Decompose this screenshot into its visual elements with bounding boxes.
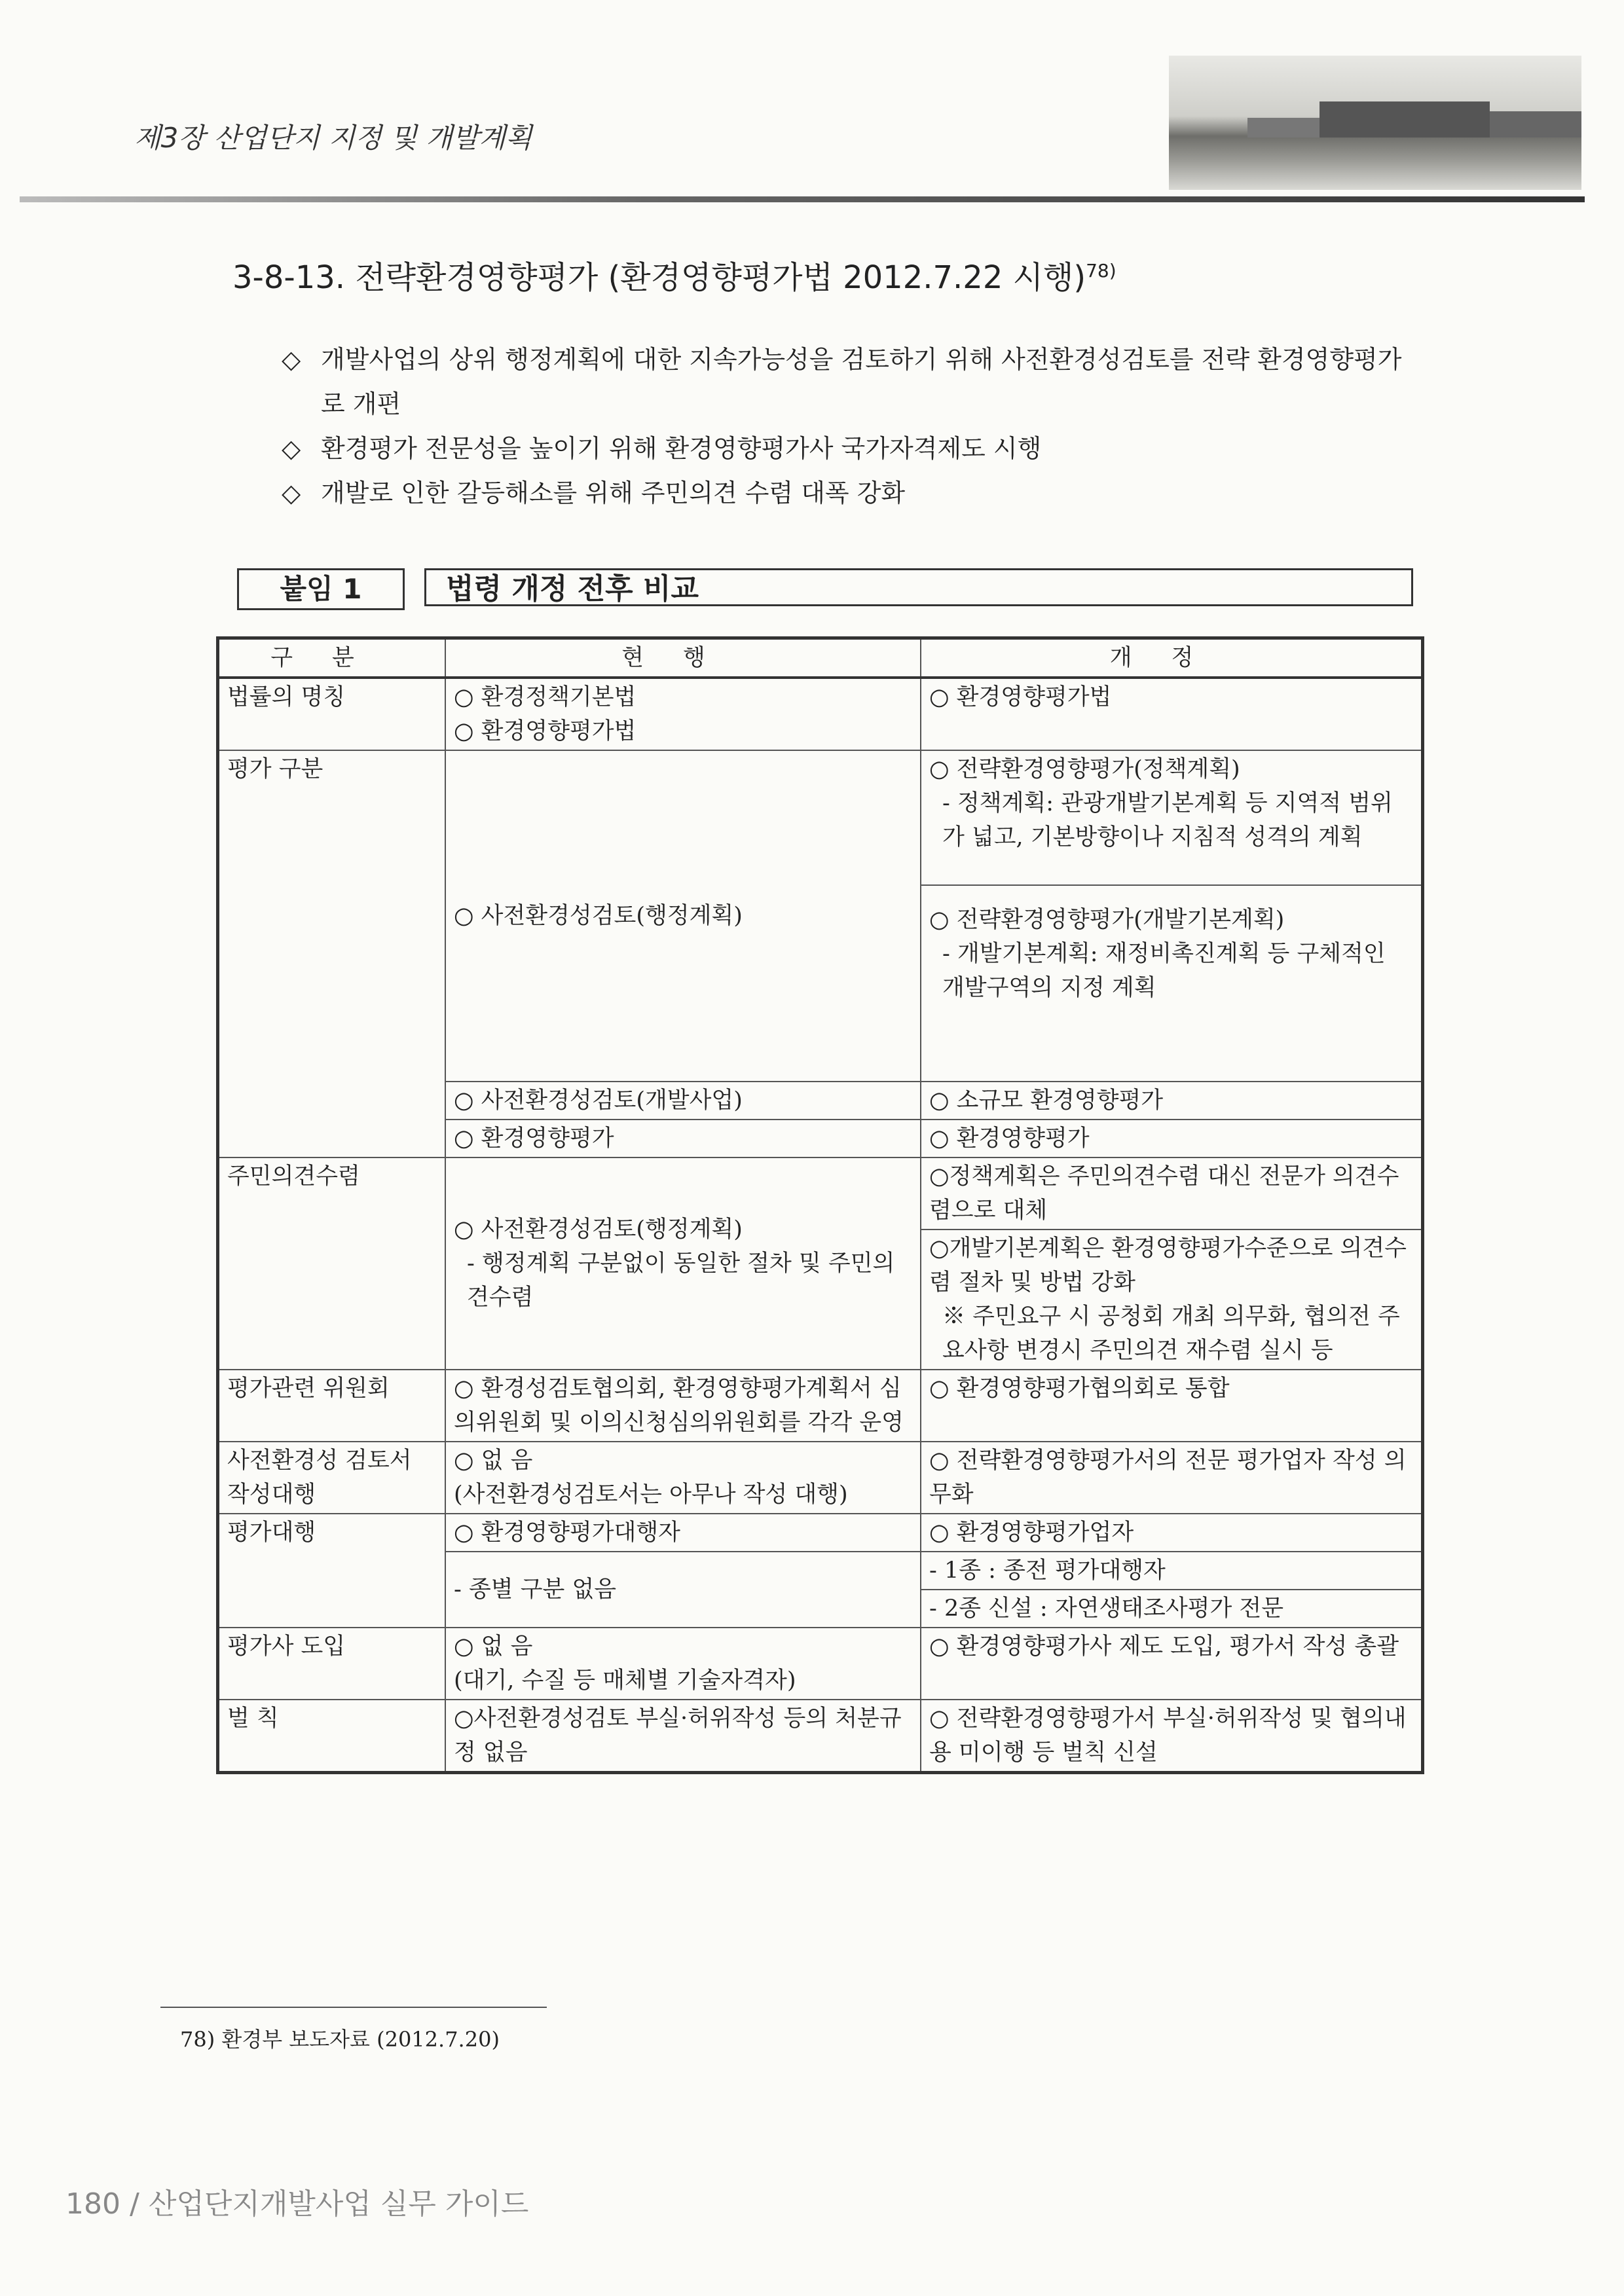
diamond-icon: ◇ (282, 345, 301, 374)
row-category: 법률의 명칭 (218, 678, 446, 750)
row-category: 평가사 도입 (218, 1628, 446, 1700)
chapter-title: 제3장 산업단지 지정 및 개발계획 (134, 122, 532, 154)
header-rule (20, 196, 1585, 202)
current-cell: ○ 환경정책기본법 ○ 환경영향평가법 (445, 678, 921, 750)
current-cell: ○ 없 음 (대기, 수질 등 매체별 기술자격자) (445, 1628, 921, 1700)
current-cell: ○ 환경영향평가대행자 (445, 1514, 921, 1552)
revised-cell: ○ 전략환경영향평가서의 전문 평가업자 작성 의무화 (921, 1442, 1423, 1514)
table-header-row (218, 638, 1423, 678)
row-category: 벌 칙 (218, 1700, 446, 1773)
revised-cell: ○ 환경영향평가업자 (921, 1514, 1423, 1552)
current-cell: ○ 사전환경성검토(개발사업) (445, 1082, 921, 1120)
revised-cell: ○ 환경영향평가사 제도 도입, 평가서 작성 총괄 (921, 1628, 1423, 1700)
revised-cell: ○ 환경영향평가협의회로 통합 (921, 1370, 1423, 1442)
current-cell: ○사전환경성검토 부실·허위작성 등의 처분규정 없음 (445, 1700, 921, 1773)
table-row (218, 1700, 1423, 1773)
table-row (218, 1442, 1423, 1514)
current-cell: ○ 사전환경성검토(행정계획) (445, 750, 921, 1082)
book-title: 산업단지개발사업 실무 가이드 (148, 2187, 529, 2221)
revised-cell: ○개발기본계획은 환경영향평가수준으로 의견수렴 절차 및 방법 강화 ※ 주민요구 시 공청회 개최 의무화, 협의전 주요사항 변경시 주민의견 재수렴 실시 등 (921, 1230, 1423, 1370)
table-row (218, 1157, 1423, 1230)
bullet-item: ◇ 개발사업의 상위 행정계획에 대한 지속가능성을 검토하기 위해 사전환경성검토를 전략 환경영향평가로 개편 (282, 337, 1408, 426)
row-category: 주민의견수렴 (218, 1157, 446, 1370)
footnote: 78) 환경부 보도자료 (2012.7.20) (180, 2027, 500, 2052)
row-category: 평가대행 (218, 1514, 446, 1628)
current-cell: - 종별 구분 없음 (445, 1552, 921, 1628)
bullet-item: ◇ 환경평가 전문성을 높이기 위해 환경영향평가사 국가자격제도 시행 (282, 426, 1408, 471)
header-category: 구분 (218, 638, 446, 678)
revised-cell: ○정책계획은 주민의견수렴 대신 전문가 의견수렴으로 대체 (921, 1157, 1423, 1230)
page-footer: 180 / 산업단지개발사업 실무 가이드 (65, 2187, 529, 2221)
current-cell: ○ 환경성검토협의회, 환경영향평가계획서 심의위원회 및 이의신청심의위원회를 각각 운영 (445, 1370, 921, 1442)
diamond-icon: ◇ (282, 479, 301, 507)
table-row (218, 1628, 1423, 1700)
table-row (218, 678, 1423, 750)
row-category: 평가관련 위원회 (218, 1370, 446, 1442)
table-row (218, 1514, 1423, 1552)
section-title: 3-8-13. 전략환경영향평가 (환경영향평가법 2012.7.22 시행)$^{78)}$ (232, 259, 1116, 296)
revised-cell: ○ 전략환경영향평가(개발기본계획) - 개발기본계획: 재정비촉진계획 등 구체적인 개발구역의 지정 계획 (921, 885, 1423, 1082)
row-category: 사전환경성 검토서 작성대행 (218, 1442, 446, 1514)
row-category: 평가 구분 (218, 750, 446, 1157)
current-cell: ○ 환경영향평가 (445, 1120, 921, 1157)
revised-cell: - 1종 : 종전 평가대행자 (921, 1552, 1423, 1590)
header-current: 현행 (445, 638, 921, 678)
header-revised: 개정 (921, 638, 1423, 678)
table-row (218, 1370, 1423, 1442)
revised-cell: - 2종 신설 : 자연생태조사평가 전문 (921, 1590, 1423, 1628)
footnote-rule (160, 2007, 547, 2008)
bullet-item: ◇ 개발로 인한 갈등해소를 위해 주민의견 수렴 대폭 강화 (282, 471, 1408, 515)
appendix-title: 법령 개정 전후 비교 (424, 568, 1413, 606)
bullet-list (282, 337, 1408, 515)
appendix-label: 붙임 1 (237, 568, 405, 610)
table-row (218, 750, 1423, 885)
revised-cell: ○ 환경영향평가법 (921, 678, 1423, 750)
page-number: 180 (65, 2187, 120, 2221)
revised-cell: ○ 전략환경영향평가서 부실·허위작성 및 협의내용 미이행 등 벌칙 신설 (921, 1700, 1423, 1773)
revised-cell: ○ 소규모 환경영향평가 (921, 1082, 1423, 1120)
header-photo (1169, 56, 1581, 190)
diamond-icon: ◇ (282, 434, 301, 463)
revised-cell: ○ 전략환경영향평가(정책계획) - 정책계획: 관광개발기본계획 등 지역적 범위가 넓고, 기본방향이나 지침적 성격의 계획 (921, 750, 1423, 885)
comparison-table (216, 636, 1424, 1774)
revised-cell: ○ 환경영향평가 (921, 1120, 1423, 1157)
current-cell: ○ 없 음 (사전환경성검토서는 아무나 작성 대행) (445, 1442, 921, 1514)
current-cell: ○ 사전환경성검토(행정계획) - 행정계획 구분없이 동일한 절차 및 주민의견수렴 (445, 1157, 921, 1370)
